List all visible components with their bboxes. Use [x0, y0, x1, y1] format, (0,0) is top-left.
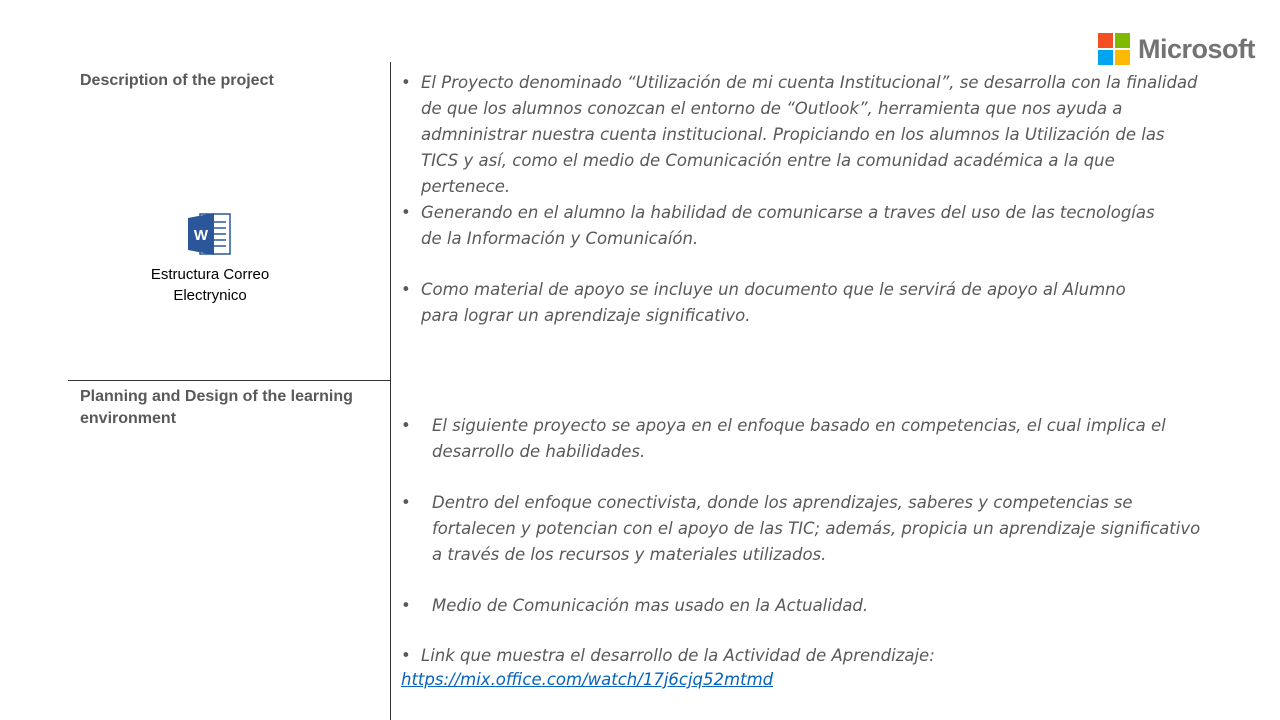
bullet-text: El siguiente proyecto se apoya en el enfoque basado en competencias, el cual implica el desarrollo de habilidades.: [432, 416, 1166, 461]
microsoft-logo-text: Microsoft: [1138, 34, 1255, 64]
description-bullet-2: [401, 200, 1171, 252]
bullet-text: Link que muestra el desarrollo de la Actividad de Aprendizaje:: [421, 646, 935, 665]
bullet-text: El Proyecto denominado “Utilización de mi cuenta Institucional”, se desarrolla con la finalidad de que los alumnos conozcan el entorno de “Outlook”, herramienta que nos ayuda a admninistrar nuestra cuenta institucional. Propiciando en los alumnos la Utilización de las TICS y así, como el medio de Comunicación entre la comunidad académica a la que pertenece.: [421, 73, 1198, 196]
bullet-dot: •: [401, 416, 411, 435]
table-vertical-divider: [390, 62, 391, 720]
planning-label: Planning and Design of the learning environment: [80, 388, 353, 427]
planning-bullet-2: [401, 490, 1201, 568]
description-label: Description of the project: [80, 72, 274, 89]
bullet-dot: •: [401, 596, 411, 615]
table-horizontal-divider: [68, 380, 391, 381]
microsoft-logo: [1098, 33, 1255, 65]
bullet-dot: •: [401, 203, 411, 222]
bullet-dot: •: [401, 646, 411, 665]
attachment-caption-line2: Electrynico: [173, 287, 247, 304]
description-bullet-3: [401, 277, 1161, 329]
attachment-caption[interactable]: [120, 264, 300, 306]
microsoft-logo-icon: [1098, 33, 1130, 65]
bullet-dot: •: [401, 280, 411, 299]
bullet-text: Dentro del enfoque conectivista, donde los aprendizajes, saberes y competencias se fortalecen y potencian con el apoyo de las TIC; además, propicia un aprendizaje significativo a través de los recursos y materiales utilizados.: [432, 493, 1201, 564]
word-document-icon[interactable]: [186, 210, 234, 258]
planning-bullet-3: [401, 593, 1201, 619]
planning-bullet-4: [401, 643, 1221, 669]
bullet-text: Medio de Comunicación mas usado en la Actualidad.: [432, 596, 869, 615]
activity-link[interactable]: https://mix.office.com/watch/17j6cjq52mtmd: [401, 670, 774, 689]
attachment-caption-line1: Estructura Correo: [150, 266, 270, 283]
bullet-text: Como material de apoyo se incluye un documento que le servirá de apoyo al Alumno para lograr un aprendizaje significativo.: [421, 280, 1126, 325]
svg-text:W: W: [193, 227, 209, 244]
bullet-dot: •: [401, 73, 411, 92]
planning-bullet-1: [401, 413, 1181, 465]
bullet-dot: •: [401, 493, 411, 512]
description-bullet-1: [401, 70, 1206, 200]
bullet-text: Generando en el alumno la habilidad de comunicarse a traves del uso de las tecnologías de la Información y Comunicaíón.: [421, 203, 1155, 248]
